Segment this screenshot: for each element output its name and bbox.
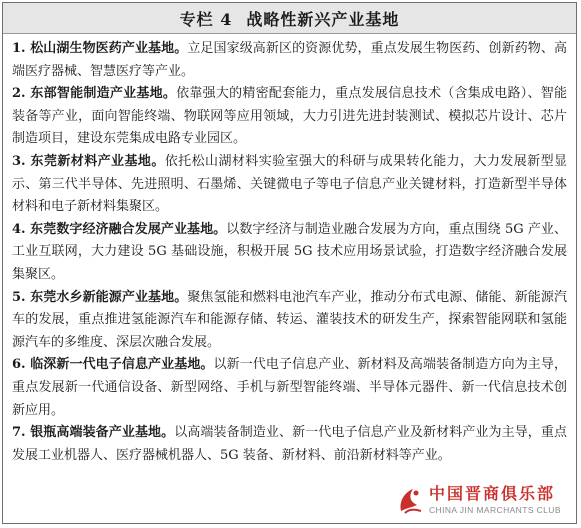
club-logo-icon bbox=[397, 485, 423, 515]
watermark-cn: 中国晋商俱乐部 bbox=[429, 483, 556, 503]
base-description: 聚焦氢能和燃料电池汽车产业，推动分布式电源、储能、新能源汽车的发展，重点推进氢能源汽车和能源存储、转运、灌装技术的研发生产，探索智能网联和氢能源汽车的多维度、深层次融合发展。 bbox=[12, 289, 567, 350]
watermark-text bbox=[429, 483, 561, 515]
base-item-7 bbox=[12, 422, 567, 467]
column-title bbox=[180, 7, 400, 30]
base-item-5 bbox=[12, 287, 567, 355]
column-header bbox=[3, 3, 576, 34]
base-name: 7. 银瓶高端装备产业基地。 bbox=[12, 425, 175, 441]
column-box bbox=[2, 2, 577, 524]
base-name: 1. 松山湖生物医药产业基地。 bbox=[12, 41, 188, 56]
base-name: 4. 东莞数字经济融合发展产业基地。 bbox=[12, 221, 227, 237]
column-label: 专栏 4 bbox=[179, 9, 233, 29]
base-item-4 bbox=[12, 219, 567, 287]
club-watermark bbox=[397, 478, 575, 522]
base-description: 以数字经济与制造业融合发展为方向，重点围绕 5G 产业、工业互联网，大力建设 5G 基础设施，积极开展 5G 技术应用场景试验，打造数字经济融合发展集聚区。 bbox=[12, 221, 567, 282]
base-description: 依靠强大的精密配套能力，重点发展信息技术（含集成电路）、智能装备等产业，面向智能终端、物联网等应用领域，大力引进先进封装测试、模拟芯片设计、芯片制造项目，建设东莞集成电路专业园区。 bbox=[12, 86, 567, 147]
base-name: 2. 东部智能制造产业基地。 bbox=[12, 86, 177, 102]
base-description: 以新一代电子信息产业、新材料及高端装备制造方向为主导，重点发展新一代通信设备、新型网络、手机与新型智能终端、半导体元器件、新一代信息技术创新应用。 bbox=[12, 357, 567, 418]
watermark-en: CHINA JIN MARCHANTS CLUB bbox=[429, 504, 561, 515]
base-item-1 bbox=[12, 38, 567, 83]
base-name: 3. 东莞新材料产业基地。 bbox=[12, 153, 165, 169]
base-item-2 bbox=[12, 83, 567, 151]
base-item-3 bbox=[12, 151, 567, 219]
base-description: 以高端装备制造业、新一代电子信息产业及新材料产业为主导，重点发展工业机器人、医疗器械机器人、5G 装备、新材料、前沿新材料等产业。 bbox=[12, 425, 567, 463]
base-description: 依托松山湖材料实验室强大的科研与成果转化能力，大力发展新型显示、第三代半导体、先进照明、石墨烯、关键微电子等电子信息产业关键材料，打造新型半导体材料和电子新材料集聚区。 bbox=[12, 153, 567, 215]
base-item-6 bbox=[12, 354, 567, 422]
column-content bbox=[3, 34, 576, 467]
base-name: 5. 东莞水乡新能源产业基地。 bbox=[12, 289, 188, 305]
base-description: 立足国家级高新区的资源优势，重点发展生物医药、创新药物、高端医疗器械、智慧医疗等产业。 bbox=[12, 41, 567, 79]
column-heading: 战略性新兴产业基地 bbox=[246, 9, 400, 29]
base-name: 6. 临深新一代电子信息产业基地。 bbox=[12, 357, 214, 373]
